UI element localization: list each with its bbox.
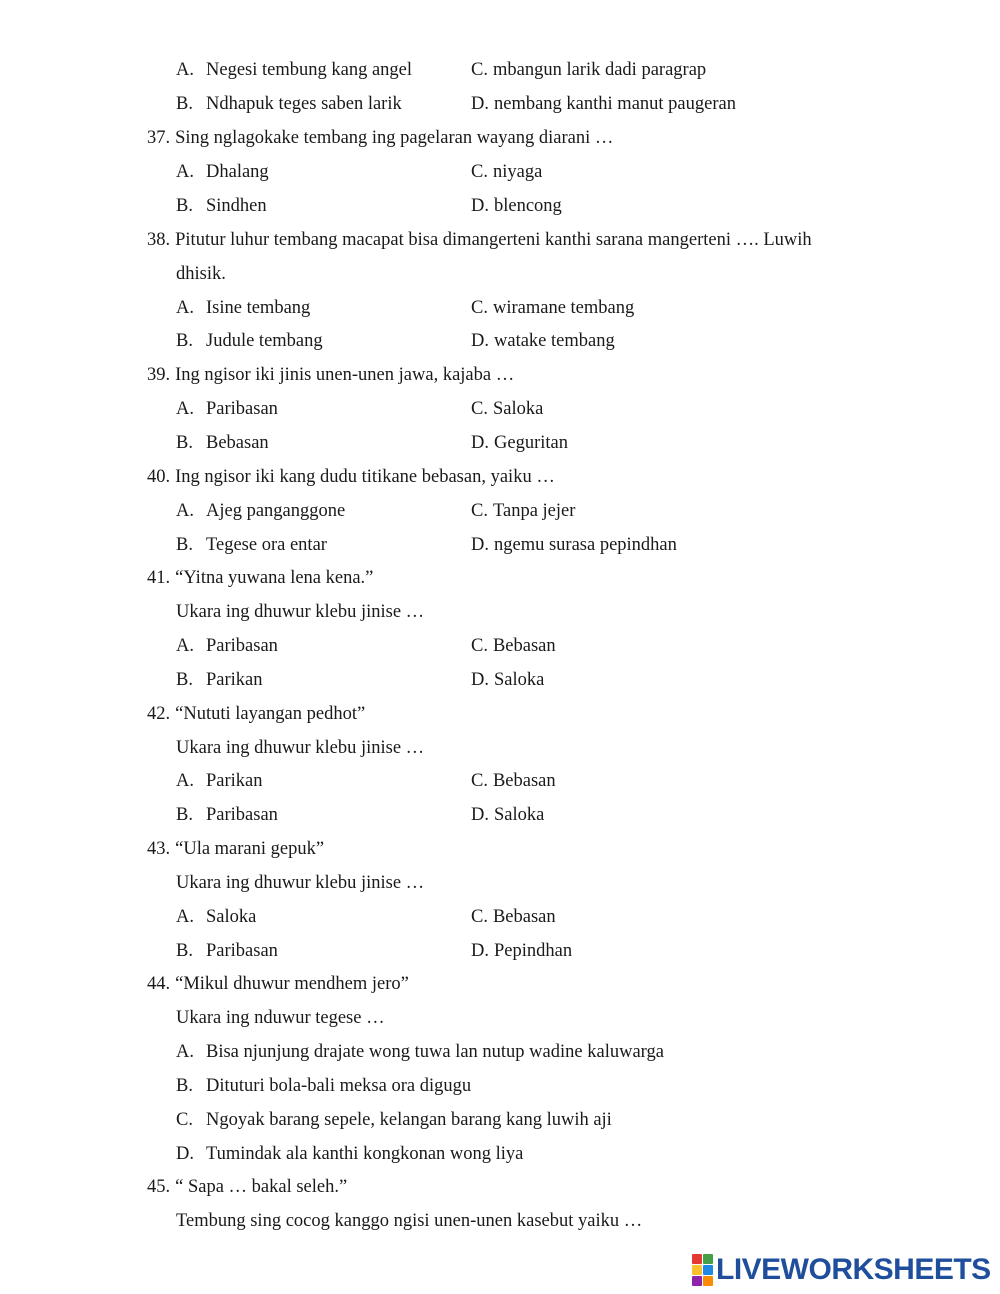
option-text: Parikan xyxy=(206,771,263,791)
option-text: Saloka xyxy=(492,399,544,419)
option-letter: B. xyxy=(176,94,193,114)
option-b xyxy=(176,93,402,115)
q42-option-a[interactable] xyxy=(176,770,263,792)
option-letter: B. xyxy=(176,941,193,961)
question-45-prompt: Tembung sing cocog kanggo ngisi unen-unen kasebut yaiku … xyxy=(176,1211,643,1231)
option-letter: B. xyxy=(176,196,193,216)
option-letter: C. xyxy=(471,162,488,182)
option-text: Dhalang xyxy=(206,162,269,182)
option-letter: A. xyxy=(176,636,194,656)
q40-option-a[interactable] xyxy=(176,500,345,522)
option-letter: C. xyxy=(471,60,488,80)
q40-option-b[interactable] xyxy=(176,534,327,556)
option-letter: A. xyxy=(176,501,194,521)
option-letter: A. xyxy=(176,907,194,927)
question-44 xyxy=(147,973,409,995)
logo-mark-cell xyxy=(692,1276,702,1286)
question-37 xyxy=(147,127,613,149)
option-letter: A. xyxy=(176,298,194,318)
option-text: Parikan xyxy=(206,670,263,690)
q41-option-b[interactable] xyxy=(176,669,263,691)
question-number: 45. xyxy=(147,1177,171,1197)
option-letter: C. xyxy=(471,501,488,521)
option-text: Saloka xyxy=(494,805,545,825)
q44-option-b[interactable] xyxy=(176,1075,471,1097)
option-text: ngemu surasa pepindhan xyxy=(494,535,677,555)
option-letter: D. xyxy=(471,94,489,114)
option-text: Saloka xyxy=(206,907,257,927)
question-number: 42. xyxy=(147,704,171,724)
option-letter: D. xyxy=(471,433,489,453)
option-letter: C. xyxy=(471,399,488,419)
option-text: Ndhapuk teges saben larik xyxy=(206,94,402,114)
question-text: Ing ngisor iki kang dudu titikane bebasan, yaiku … xyxy=(175,467,555,487)
option-text: Paribasan xyxy=(206,399,278,419)
option-letter: A. xyxy=(176,771,194,791)
option-letter: B. xyxy=(176,670,193,690)
question-text: Ing ngisor iki jinis unen-unen jawa, kajaba … xyxy=(175,365,515,385)
q41-option-c[interactable] xyxy=(471,635,556,657)
option-a xyxy=(176,59,412,81)
option-text: Bisa njunjung drajate wong tuwa lan nutup wadine kaluwarga xyxy=(206,1042,664,1062)
option-text: Tanpa jejer xyxy=(492,501,576,521)
question-text: “Ula marani gepuk” xyxy=(175,839,325,859)
option-text: Bebasan xyxy=(206,433,269,453)
option-letter: C. xyxy=(176,1110,193,1130)
option-text: Dituturi bola-bali meksa ora digugu xyxy=(206,1076,472,1096)
question-45 xyxy=(147,1176,347,1198)
option-letter: D. xyxy=(471,670,489,690)
q37-option-d[interactable] xyxy=(471,195,562,217)
option-text: Paribasan xyxy=(206,636,278,656)
q38-option-a[interactable] xyxy=(176,297,310,319)
question-38-continuation: dhisik. xyxy=(176,264,226,284)
question-41 xyxy=(147,567,373,589)
option-letter: A. xyxy=(176,399,194,419)
q43-option-b[interactable] xyxy=(176,940,278,962)
option-letter: A. xyxy=(176,1042,194,1062)
option-letter: C. xyxy=(471,907,488,927)
option-text: Ngoyak barang sepele, kelangan barang kang luwih aji xyxy=(206,1110,612,1130)
option-letter: C. xyxy=(471,636,488,656)
logo-mark-cell xyxy=(692,1265,702,1275)
q43-option-d[interactable] xyxy=(471,940,572,962)
q42-option-b[interactable] xyxy=(176,804,278,826)
q39-option-a[interactable] xyxy=(176,398,278,420)
q39-option-c[interactable] xyxy=(471,398,543,420)
logo-mark-cell xyxy=(703,1254,713,1264)
option-letter: D. xyxy=(471,805,489,825)
option-text: Geguritan xyxy=(494,433,568,453)
question-text: “ Sapa … bakal seleh.” xyxy=(175,1177,348,1197)
question-40 xyxy=(147,466,555,488)
question-text: “Nututi layangan pedhot” xyxy=(175,704,366,724)
q38-option-c[interactable] xyxy=(471,297,634,319)
option-text: Negesi tembung kang angel xyxy=(206,60,413,80)
option-letter: B. xyxy=(176,331,193,351)
q39-option-d[interactable] xyxy=(471,432,568,454)
logo-mark-icon xyxy=(692,1254,713,1286)
q38-option-d[interactable] xyxy=(471,330,615,352)
q44-option-a[interactable] xyxy=(176,1041,664,1063)
question-number: 40. xyxy=(147,467,171,487)
question-text: Pitutur luhur tembang macapat bisa dimangerteni kanthi sarana mangerteni …. Luwih xyxy=(175,230,812,250)
option-letter: A. xyxy=(176,162,194,182)
option-text: niyaga xyxy=(492,162,543,182)
question-number: 44. xyxy=(147,974,171,994)
option-letter: D. xyxy=(471,941,489,961)
q37-option-c[interactable] xyxy=(471,161,542,183)
option-letter: D. xyxy=(471,535,489,555)
question-text: “Yitna yuwana lena kena.” xyxy=(175,568,374,588)
question-number: 37. xyxy=(147,128,171,148)
question-41-prompt: Ukara ing dhuwur klebu jinise … xyxy=(176,602,425,622)
q38-option-b[interactable] xyxy=(176,330,323,352)
option-text: nembang kanthi manut paugeran xyxy=(494,94,736,114)
option-text: Ajeg panganggone xyxy=(206,501,346,521)
option-letter: D. xyxy=(176,1144,194,1164)
option-text: watake tembang xyxy=(494,331,615,351)
option-text: Tegese ora entar xyxy=(206,535,327,555)
q39-option-b[interactable] xyxy=(176,432,269,454)
question-number: 38. xyxy=(147,230,171,250)
option-letter: B. xyxy=(176,805,193,825)
option-letter: D. xyxy=(471,331,489,351)
option-text: Bebasan xyxy=(492,636,556,656)
option-letter: A. xyxy=(176,60,194,80)
q41-option-a[interactable] xyxy=(176,635,278,657)
question-number: 41. xyxy=(147,568,171,588)
option-letter: B. xyxy=(176,1076,193,1096)
q43-option-c[interactable] xyxy=(471,906,556,928)
q43-option-a[interactable] xyxy=(176,906,256,928)
question-42 xyxy=(147,703,365,725)
question-39 xyxy=(147,364,514,386)
option-letter: C. xyxy=(471,771,488,791)
logo-text: LIVEWORKSHEETS xyxy=(716,1253,991,1286)
q40-option-c[interactable] xyxy=(471,500,575,522)
q41-option-d[interactable] xyxy=(471,669,544,691)
q40-option-d[interactable] xyxy=(471,534,677,556)
option-letter: D. xyxy=(471,196,489,216)
question-text: “Mikul dhuwur mendhem jero” xyxy=(175,974,409,994)
option-text: Paribasan xyxy=(206,805,278,825)
option-text: Bebasan xyxy=(492,907,556,927)
option-text: mbangun larik dadi paragrap xyxy=(492,60,707,80)
question-38 xyxy=(147,229,812,251)
option-d xyxy=(471,93,736,115)
option-letter: B. xyxy=(176,433,193,453)
logo-mark-cell xyxy=(703,1265,713,1275)
question-44-prompt: Ukara ing nduwur tegese … xyxy=(176,1008,385,1028)
logo-mark-cell xyxy=(692,1254,702,1264)
option-text: blencong xyxy=(494,196,562,216)
logo-mark-cell xyxy=(703,1276,713,1286)
option-text: Isine tembang xyxy=(206,298,311,318)
question-43 xyxy=(147,838,324,860)
option-letter: B. xyxy=(176,535,193,555)
option-c xyxy=(471,59,706,81)
option-text: Paribasan xyxy=(206,941,278,961)
question-number: 39. xyxy=(147,365,171,385)
question-number: 43. xyxy=(147,839,171,859)
question-43-prompt: Ukara ing dhuwur klebu jinise … xyxy=(176,873,425,893)
option-text: Tumindak ala kanthi kongkonan wong liya xyxy=(206,1144,524,1164)
question-42-prompt: Ukara ing dhuwur klebu jinise … xyxy=(176,738,425,758)
q37-option-b[interactable] xyxy=(176,195,267,217)
q42-option-d[interactable] xyxy=(471,804,544,826)
option-text: Bebasan xyxy=(492,771,556,791)
option-letter: C. xyxy=(471,298,488,318)
option-text: Saloka xyxy=(494,670,545,690)
q44-option-c[interactable] xyxy=(176,1109,612,1131)
question-text: Sing nglagokake tembang ing pagelaran wayang diarani … xyxy=(175,128,614,148)
q44-option-d[interactable] xyxy=(176,1143,523,1165)
option-text: wiramane tembang xyxy=(492,298,635,318)
q42-option-c[interactable] xyxy=(471,770,556,792)
option-text: Judule tembang xyxy=(206,331,323,351)
option-text: Sindhen xyxy=(206,196,267,216)
liveworksheets-logo xyxy=(692,1255,991,1285)
option-text: Pepindhan xyxy=(494,941,573,961)
q37-option-a[interactable] xyxy=(176,161,269,183)
